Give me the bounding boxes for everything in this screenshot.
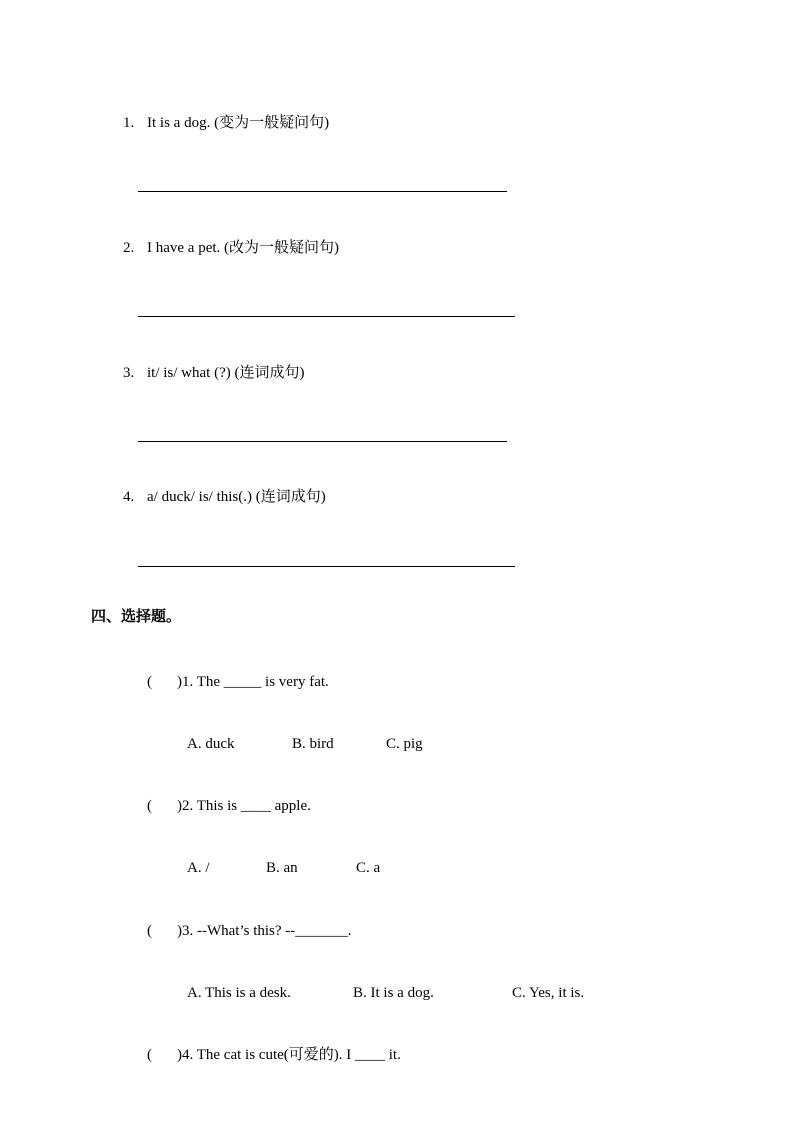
question-text: )3. --What’s this? --_______. [177,923,352,939]
item-prompt: I have a pet. (改为一般疑问句) [147,240,340,256]
answer-line [138,191,507,192]
option-a: A. This is a desk. [187,985,291,1001]
question-text: )1. The _____ is very fat. [177,674,329,690]
question-text: )4. The cat is cute(可爱的). I ____ it. [177,1047,401,1063]
item-prompt: It is a dog. (变为一般疑问句) [147,115,330,131]
item-prompt: a/ duck/ is/ this(.) (连词成句) [147,489,326,505]
option-c: C. Yes, it is. [512,985,585,1001]
answer-line [138,316,515,317]
option-c: C. a [356,860,381,876]
item-prompt: it/ is/ what (?) (连词成句) [147,365,305,381]
answer-paren: ( [147,798,152,814]
item-number: 4. [123,489,135,505]
question-text: )2. This is ____ apple. [177,798,311,814]
answer-paren: ( [147,923,152,939]
option-a: A. duck [187,736,235,752]
item-number: 3. [123,365,135,381]
option-b: B. an [266,860,298,876]
option-a: A. / [187,860,210,876]
section-title: 四、选择题。 [91,609,182,625]
answer-line [138,566,515,567]
option-b: B. It is a dog. [353,985,434,1001]
answer-line [138,441,507,442]
answer-paren: ( [147,1047,152,1063]
item-number: 2. [123,240,135,256]
option-c: C. pig [386,736,423,752]
option-b: B. bird [292,736,334,752]
item-number: 1. [123,115,135,131]
answer-paren: ( [147,674,152,690]
